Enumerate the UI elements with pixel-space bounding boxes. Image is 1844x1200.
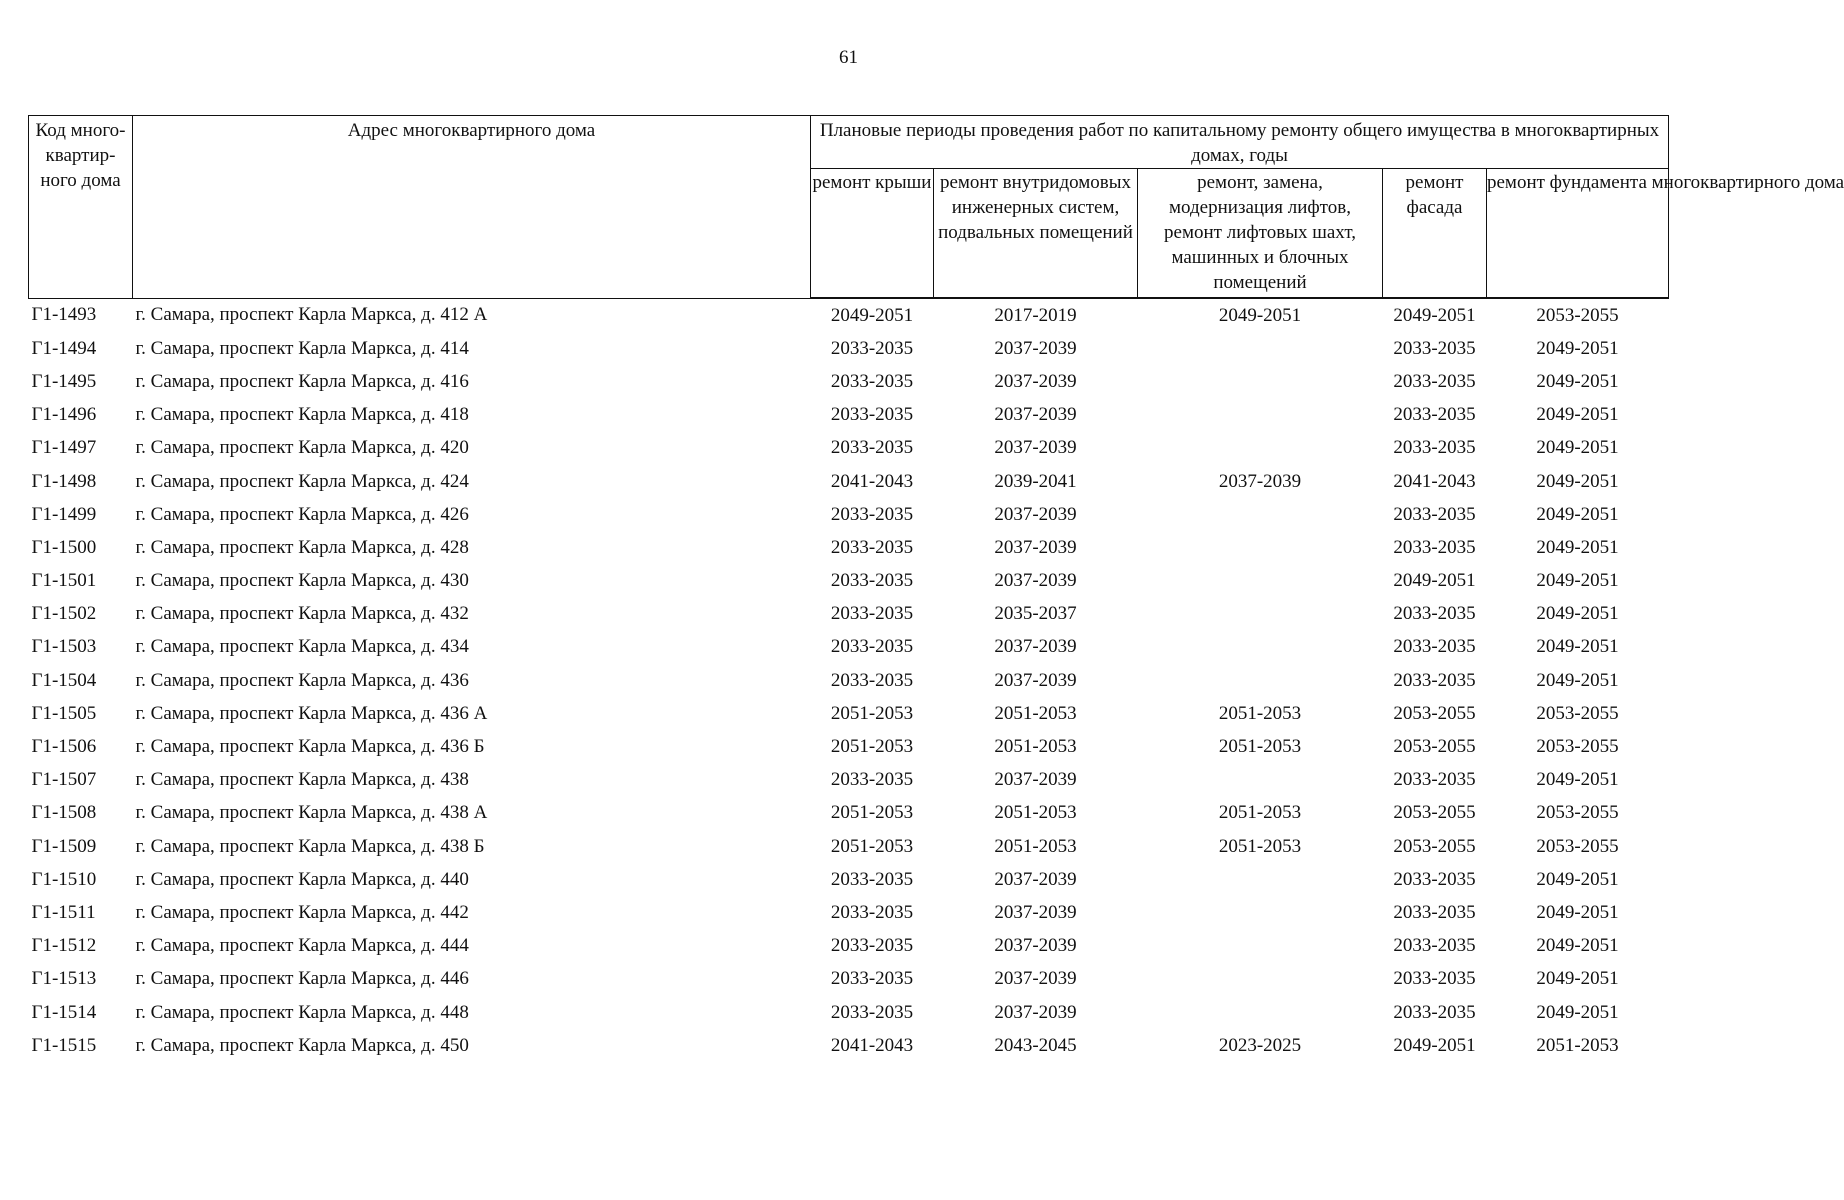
engineering-cell: 2043-2045	[994, 1034, 1077, 1056]
engineering-cell: 2017-2019	[994, 304, 1077, 326]
facade-cell: 2033-2035	[1393, 1001, 1476, 1023]
address-cell: г. Самара, проспект Карла Маркса, д. 432	[135, 603, 469, 625]
address-cell: г. Самара, проспект Карла Маркса, д. 446	[135, 968, 469, 990]
facade-cell: 2033-2035	[1393, 868, 1476, 890]
facade-cell: 2033-2035	[1393, 769, 1476, 791]
roof-cell: 2033-2035	[830, 337, 914, 359]
table-header	[29, 116, 1844, 299]
table-row	[29, 896, 1669, 929]
facade-cell: 2053-2055	[1393, 702, 1476, 724]
header-foundation: ремонт фундамента многоквартирного дома	[1487, 169, 1669, 299]
foundation-cell: 2049-2051	[1536, 337, 1619, 359]
engineering-cell: 2037-2039	[994, 868, 1077, 890]
header-engineering: ремонт внутридомовых инженерных систем, подвальных помещений	[934, 169, 1138, 299]
table-row	[29, 298, 1669, 332]
engineering-cell: 2037-2039	[994, 570, 1077, 592]
facade-cell: 2053-2055	[1393, 802, 1476, 824]
table-row	[29, 697, 1669, 730]
code-cell: Г1-1499	[31, 503, 97, 525]
engineering-cell: 2039-2041	[994, 470, 1077, 492]
facade-cell: 2033-2035	[1393, 404, 1476, 426]
facade-cell: 2049-2051	[1393, 570, 1476, 592]
capital-repair-table	[28, 115, 1844, 1062]
address-cell: г. Самара, проспект Карла Маркса, д. 444	[135, 935, 469, 957]
engineering-cell: 2037-2039	[994, 1001, 1077, 1023]
lifts-cell	[1138, 365, 1383, 398]
code-cell: Г1-1502	[31, 603, 97, 625]
engineering-cell: 2037-2039	[994, 901, 1077, 923]
lifts-cell	[1138, 531, 1383, 564]
table-row	[29, 531, 1669, 564]
foundation-cell: 2051-2053	[1536, 1034, 1619, 1056]
facade-cell: 2033-2035	[1393, 337, 1476, 359]
address-cell: г. Самара, проспект Карла Маркса, д. 438 А	[135, 802, 488, 824]
lifts-cell: 2049-2051	[1218, 304, 1302, 326]
header-periods: Плановые периоды проведения работ по капитальному ремонту общего имущества в многоквартирных домах, годы	[811, 116, 1669, 169]
address-cell: г. Самара, проспект Карла Маркса, д. 450	[135, 1034, 469, 1056]
facade-cell: 2041-2043	[1393, 470, 1476, 492]
address-cell: г. Самара, проспект Карла Маркса, д. 426	[135, 503, 469, 525]
table-row	[29, 465, 1669, 498]
table-row	[29, 1029, 1669, 1062]
foundation-cell: 2049-2051	[1536, 636, 1619, 658]
table-row	[29, 498, 1669, 531]
code-cell: Г1-1511	[31, 901, 96, 923]
code-cell: Г1-1493	[31, 304, 97, 326]
address-cell: г. Самара, проспект Карла Маркса, д. 440	[135, 868, 469, 890]
lifts-cell	[1138, 565, 1383, 598]
lifts-cell: 2023-2025	[1218, 1034, 1302, 1056]
roof-cell: 2033-2035	[830, 404, 914, 426]
roof-cell: 2051-2053	[830, 835, 914, 857]
foundation-cell: 2053-2055	[1536, 835, 1619, 857]
code-cell: Г1-1513	[31, 968, 97, 990]
code-cell: Г1-1510	[31, 868, 97, 890]
address-cell: г. Самара, проспект Карла Маркса, д. 436	[135, 669, 469, 691]
table-row	[29, 399, 1669, 432]
foundation-cell: 2049-2051	[1536, 470, 1619, 492]
code-cell: Г1-1514	[31, 1001, 97, 1023]
address-cell: г. Самара, проспект Карла Маркса, д. 448	[135, 1001, 469, 1023]
foundation-cell: 2049-2051	[1536, 935, 1619, 957]
lifts-cell	[1138, 996, 1383, 1029]
engineering-cell: 2037-2039	[994, 404, 1077, 426]
roof-cell: 2041-2043	[830, 470, 914, 492]
foundation-cell: 2053-2055	[1536, 304, 1619, 326]
engineering-cell: 2037-2039	[994, 337, 1077, 359]
table-row	[29, 830, 1669, 863]
address-cell: г. Самара, проспект Карла Маркса, д. 436 А	[135, 702, 488, 724]
lifts-cell	[1138, 930, 1383, 963]
roof-cell: 2033-2035	[830, 437, 914, 459]
address-cell: г. Самара, проспект Карла Маркса, д. 420	[135, 437, 469, 459]
facade-cell: 2033-2035	[1393, 669, 1476, 691]
code-cell: Г1-1500	[31, 536, 97, 558]
header-lifts: ремонт, замена, модернизация лифтов, ремонт лифтовых шахт, машинных и блочных помещений	[1138, 169, 1383, 299]
facade-cell: 2033-2035	[1393, 636, 1476, 658]
lifts-cell	[1138, 399, 1383, 432]
code-cell: Г1-1505	[31, 702, 97, 724]
lifts-cell	[1138, 332, 1383, 365]
header-facade: ремонт фасада	[1383, 169, 1487, 299]
table-row	[29, 664, 1669, 697]
table-row	[29, 963, 1669, 996]
page-number: 61	[839, 47, 858, 68]
engineering-cell: 2051-2053	[994, 702, 1077, 724]
table-row	[29, 332, 1669, 365]
table-row	[29, 863, 1669, 896]
code-cell: Г1-1512	[31, 935, 97, 957]
engineering-cell: 2037-2039	[994, 536, 1077, 558]
foundation-cell: 2053-2055	[1536, 736, 1619, 758]
engineering-cell: 2037-2039	[994, 968, 1077, 990]
table-row	[29, 996, 1669, 1029]
facade-cell: 2033-2035	[1393, 901, 1476, 923]
foundation-cell: 2049-2051	[1536, 570, 1619, 592]
roof-cell: 2033-2035	[830, 536, 914, 558]
address-cell: г. Самара, проспект Карла Маркса, д. 412 А	[135, 304, 488, 326]
roof-cell: 2041-2043	[830, 1034, 914, 1056]
foundation-cell: 2049-2051	[1536, 669, 1619, 691]
engineering-cell: 2037-2039	[994, 935, 1077, 957]
roof-cell: 2033-2035	[830, 503, 914, 525]
roof-cell: 2033-2035	[830, 1001, 914, 1023]
code-cell: Г1-1506	[31, 736, 97, 758]
code-cell: Г1-1496	[31, 404, 97, 426]
roof-cell: 2051-2053	[830, 702, 914, 724]
table-body	[29, 298, 1669, 1062]
facade-cell: 2033-2035	[1393, 503, 1476, 525]
code-cell: Г1-1498	[31, 470, 97, 492]
roof-cell: 2033-2035	[830, 935, 914, 957]
roof-cell: 2033-2035	[830, 570, 914, 592]
roof-cell: 2033-2035	[830, 669, 914, 691]
lifts-cell	[1138, 664, 1383, 697]
foundation-cell: 2049-2051	[1536, 370, 1619, 392]
address-cell: г. Самара, проспект Карла Маркса, д. 418	[135, 404, 469, 426]
header-address: Адрес многоквартирного дома	[133, 116, 811, 299]
facade-cell: 2033-2035	[1393, 935, 1476, 957]
lifts-cell	[1138, 498, 1383, 531]
lifts-cell	[1138, 432, 1383, 465]
header-code: Код много-квартир-ного дома	[29, 116, 133, 299]
engineering-cell: 2035-2037	[994, 603, 1077, 625]
table-row	[29, 565, 1669, 598]
roof-cell: 2051-2053	[830, 736, 914, 758]
foundation-cell: 2049-2051	[1536, 536, 1619, 558]
roof-cell: 2051-2053	[830, 802, 914, 824]
engineering-cell: 2037-2039	[994, 769, 1077, 791]
header-roof: ремонт крыши	[811, 169, 934, 299]
code-cell: Г1-1508	[31, 802, 97, 824]
foundation-cell: 2049-2051	[1536, 503, 1619, 525]
lifts-cell: 2051-2053	[1218, 835, 1302, 857]
lifts-cell	[1138, 631, 1383, 664]
roof-cell: 2033-2035	[830, 370, 914, 392]
table-row	[29, 764, 1669, 797]
code-cell: Г1-1509	[31, 835, 97, 857]
facade-cell: 2033-2035	[1393, 536, 1476, 558]
foundation-cell: 2049-2051	[1536, 603, 1619, 625]
foundation-cell: 2053-2055	[1536, 802, 1619, 824]
lifts-cell	[1138, 863, 1383, 896]
foundation-cell: 2049-2051	[1536, 769, 1619, 791]
address-cell: г. Самара, проспект Карла Маркса, д. 436 Б	[135, 736, 485, 758]
address-cell: г. Самара, проспект Карла Маркса, д. 430	[135, 570, 469, 592]
lifts-cell: 2051-2053	[1218, 802, 1302, 824]
engineering-cell: 2037-2039	[994, 636, 1077, 658]
lifts-cell	[1138, 598, 1383, 631]
foundation-cell: 2049-2051	[1536, 404, 1619, 426]
facade-cell: 2049-2051	[1393, 304, 1476, 326]
engineering-cell: 2037-2039	[994, 370, 1077, 392]
foundation-cell: 2049-2051	[1536, 968, 1619, 990]
code-cell: Г1-1497	[31, 437, 97, 459]
address-cell: г. Самара, проспект Карла Маркса, д. 424	[135, 470, 469, 492]
lifts-cell	[1138, 764, 1383, 797]
engineering-cell: 2051-2053	[994, 736, 1077, 758]
table-row	[29, 365, 1669, 398]
table-row	[29, 598, 1669, 631]
facade-cell: 2053-2055	[1393, 736, 1476, 758]
engineering-cell: 2037-2039	[994, 669, 1077, 691]
lifts-cell: 2051-2053	[1218, 702, 1302, 724]
table-row	[29, 631, 1669, 664]
lifts-cell	[1138, 896, 1383, 929]
foundation-cell: 2049-2051	[1536, 437, 1619, 459]
address-cell: г. Самара, проспект Карла Маркса, д. 434	[135, 636, 469, 658]
address-cell: г. Самара, проспект Карла Маркса, д. 438 Б	[135, 835, 485, 857]
facade-cell: 2053-2055	[1393, 835, 1476, 857]
engineering-cell: 2051-2053	[994, 802, 1077, 824]
roof-cell: 2033-2035	[830, 968, 914, 990]
foundation-cell: 2049-2051	[1536, 1001, 1619, 1023]
code-cell: Г1-1494	[31, 337, 97, 359]
address-cell: г. Самара, проспект Карла Маркса, д. 428	[135, 536, 469, 558]
code-cell: Г1-1507	[31, 769, 97, 791]
facade-cell: 2049-2051	[1393, 1034, 1476, 1056]
foundation-cell: 2049-2051	[1536, 868, 1619, 890]
roof-cell: 2033-2035	[830, 769, 914, 791]
roof-cell: 2033-2035	[830, 901, 914, 923]
table-row	[29, 730, 1669, 763]
roof-cell: 2033-2035	[830, 868, 914, 890]
code-cell: Г1-1495	[31, 370, 97, 392]
code-cell: Г1-1515	[31, 1034, 97, 1056]
lifts-cell: 2037-2039	[1218, 470, 1302, 492]
roof-cell: 2033-2035	[830, 603, 914, 625]
address-cell: г. Самара, проспект Карла Маркса, д. 416	[135, 370, 469, 392]
engineering-cell: 2037-2039	[994, 437, 1077, 459]
roof-cell: 2033-2035	[830, 636, 914, 658]
lifts-cell: 2051-2053	[1218, 736, 1302, 758]
code-cell: Г1-1504	[31, 669, 97, 691]
facade-cell: 2033-2035	[1393, 968, 1476, 990]
engineering-cell: 2051-2053	[994, 835, 1077, 857]
facade-cell: 2033-2035	[1393, 370, 1476, 392]
table-row	[29, 432, 1669, 465]
code-cell: Г1-1503	[31, 636, 97, 658]
facade-cell: 2033-2035	[1393, 437, 1476, 459]
address-cell: г. Самара, проспект Карла Маркса, д. 442	[135, 901, 469, 923]
facade-cell: 2033-2035	[1393, 603, 1476, 625]
roof-cell: 2049-2051	[830, 304, 914, 326]
table-row	[29, 797, 1669, 830]
lifts-cell	[1138, 963, 1383, 996]
address-cell: г. Самара, проспект Карла Маркса, д. 438	[135, 769, 469, 791]
foundation-cell: 2049-2051	[1536, 901, 1619, 923]
address-cell: г. Самара, проспект Карла Маркса, д. 414	[135, 337, 469, 359]
table-row	[29, 930, 1669, 963]
code-cell: Г1-1501	[31, 570, 97, 592]
foundation-cell: 2053-2055	[1536, 702, 1619, 724]
engineering-cell: 2037-2039	[994, 503, 1077, 525]
